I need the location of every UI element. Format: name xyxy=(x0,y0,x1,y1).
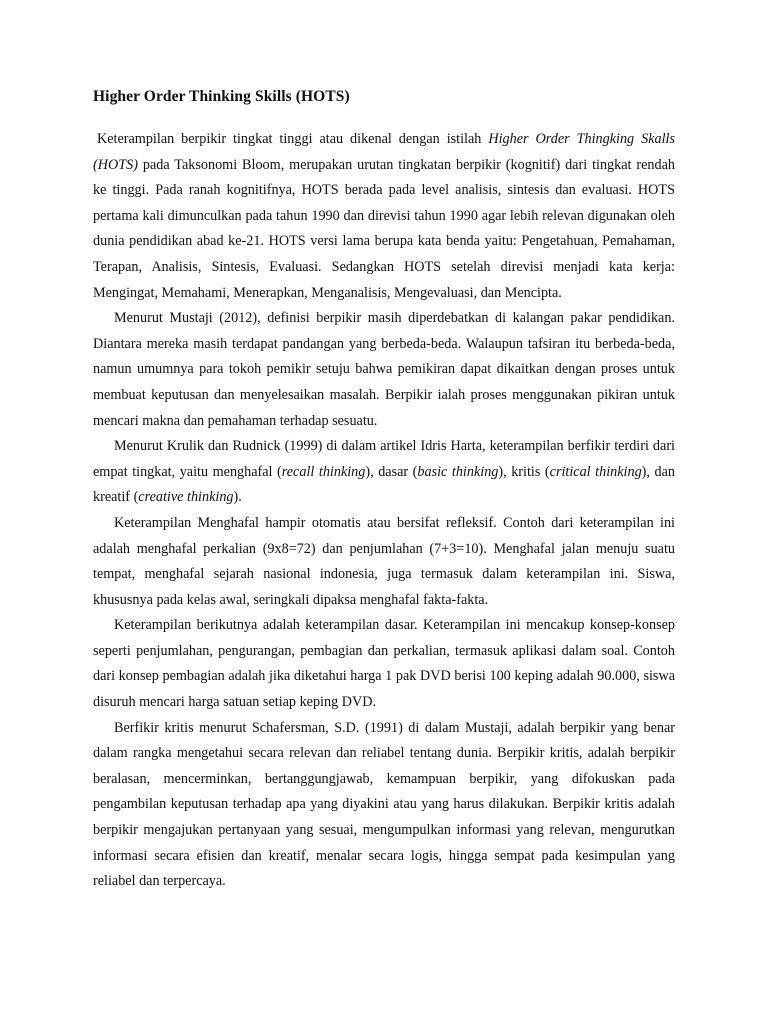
paragraph-italic-term: recall thinking xyxy=(281,463,366,480)
paragraph-hots-definition xyxy=(93,127,675,306)
paragraph-text: pada Taksonomi Bloom, merupakan urutan tingkatan berpikir (kognitif) dari tingkat rendah ke tinggi. Pada ranah kognitifnya, HOTS berada pada level analisis, sintesis dan evaluasi. HOTS pertama kali dimunculkan pada tahun 1990 dan direvisi tahun 1990 agar lebih relevan digunakan oleh dunia pendidikan abad ke-21. HOTS versi lama berupa kata benda yaitu: Pengetahuan, Pemahaman, Terapan, Analisis, Sintesis, Evaluasi. Sedangkan HOTS setelah direvisi menjadi kata kerja: Mengingat, Memahami, Menerapkan, Menganalisis, Mengevaluasi, dan Mencipta. xyxy=(93,156,675,301)
paragraph-italic-term: creative thinking xyxy=(138,489,234,506)
paragraph-text: Menurut Krulik dan Rudnick (1999) di dalam artikel Idris Harta, keterampilan berfikir terdiri dari empat tingkat, yaitu menghafal ( xyxy=(93,438,675,480)
paragraph-menghafal: Keterampilan Menghafal hampir otomatis atau bersifat refleksif. Contoh dari keterampilan ini adalah menghafal perkalian (9x8=72) dan penjumlahan (7+3=10). Menghafal jalan menuju suatu tempat, menghafal sejarah nasional indonesia, juga termasuk dalam keterampilan ini. Siswa, khususnya pada kelas awal, seringkali dipaksa menghafal fakta-fakta. xyxy=(93,514,675,608)
paragraph-text: ), kritis ( xyxy=(498,463,550,480)
paragraph-mustaji: Menurut Mustaji (2012), definisi berpikir masih diperdebatkan di kalangan pakar pendidikan. Diantara mereka masih terdapat pandangan yang berbeda-beda. Walaupun tafsiran itu berbeda-beda, namun umumnya para tokoh pemikir setuju bahwa pemikiran dapat dikaitkan dengan proses untuk membuat keputusan dan menyelesaikan masalah. Berpikir ialah proses menggunakan pikiran untuk mencari makna dan pemahaman terhadap sesuatu. xyxy=(93,310,675,429)
document-title: Higher Order Thinking Skills (HOTS) xyxy=(93,88,350,105)
paragraph-italic-term: critical thinking xyxy=(549,463,642,480)
paragraph-italic-term: Higher Order Thingking Skalls (HOTS) xyxy=(93,131,675,173)
paragraph-text: ). xyxy=(233,489,242,506)
paragraph-text: ), dan kreatif ( xyxy=(93,463,675,506)
paragraph-text: ), dasar ( xyxy=(365,463,418,480)
paragraph-keterampilan-dasar: Keterampilan berikutnya adalah keterampilan dasar. Keterampilan ini mencakup konsep-konsep seperti penjumlahan, pengurangan, pembagian dan perkalian, termasuk aplikasi dalam soal. Contoh dari konsep pembagian adalah jika diketahui harga 1 pak DVD berisi 100 keping adalah 90.000, siswa disuruh mencari harga satuan setiap keping DVD. xyxy=(93,617,675,711)
paragraph-italic-term: basic thinking xyxy=(417,463,499,480)
paragraph-berfikir-kritis: Berfikir kritis menurut Schafersman, S.D. (1991) di dalam Mustaji, adalah berpikir yang benar dalam rangka mengetahui secara relevan dan reliabel tentang dunia. Berpikir kritis, adalah berpikir beralasan, mencerminkan, bertanggungjawab, kemampuan berpikir, yang difokuskan pada pengambilan keputusan terhadap apa yang diyakini atau yang harus dilakukan. Berpikir kritis adalah berpikir mengajukan pertanyaan yang sesuai, mengumpulkan informasi yang relevan, mengurutkan informasi secara efisien dan kreatif, menalar secara logis, hingga sempat pada kesimpulan yang reliabel dan terpercaya. xyxy=(93,719,675,890)
paragraph-krulik-rudnick xyxy=(93,434,675,511)
paragraph-text: Keterampilan berpikir tingkat tinggi atau dikenal dengan istilah xyxy=(97,131,489,147)
